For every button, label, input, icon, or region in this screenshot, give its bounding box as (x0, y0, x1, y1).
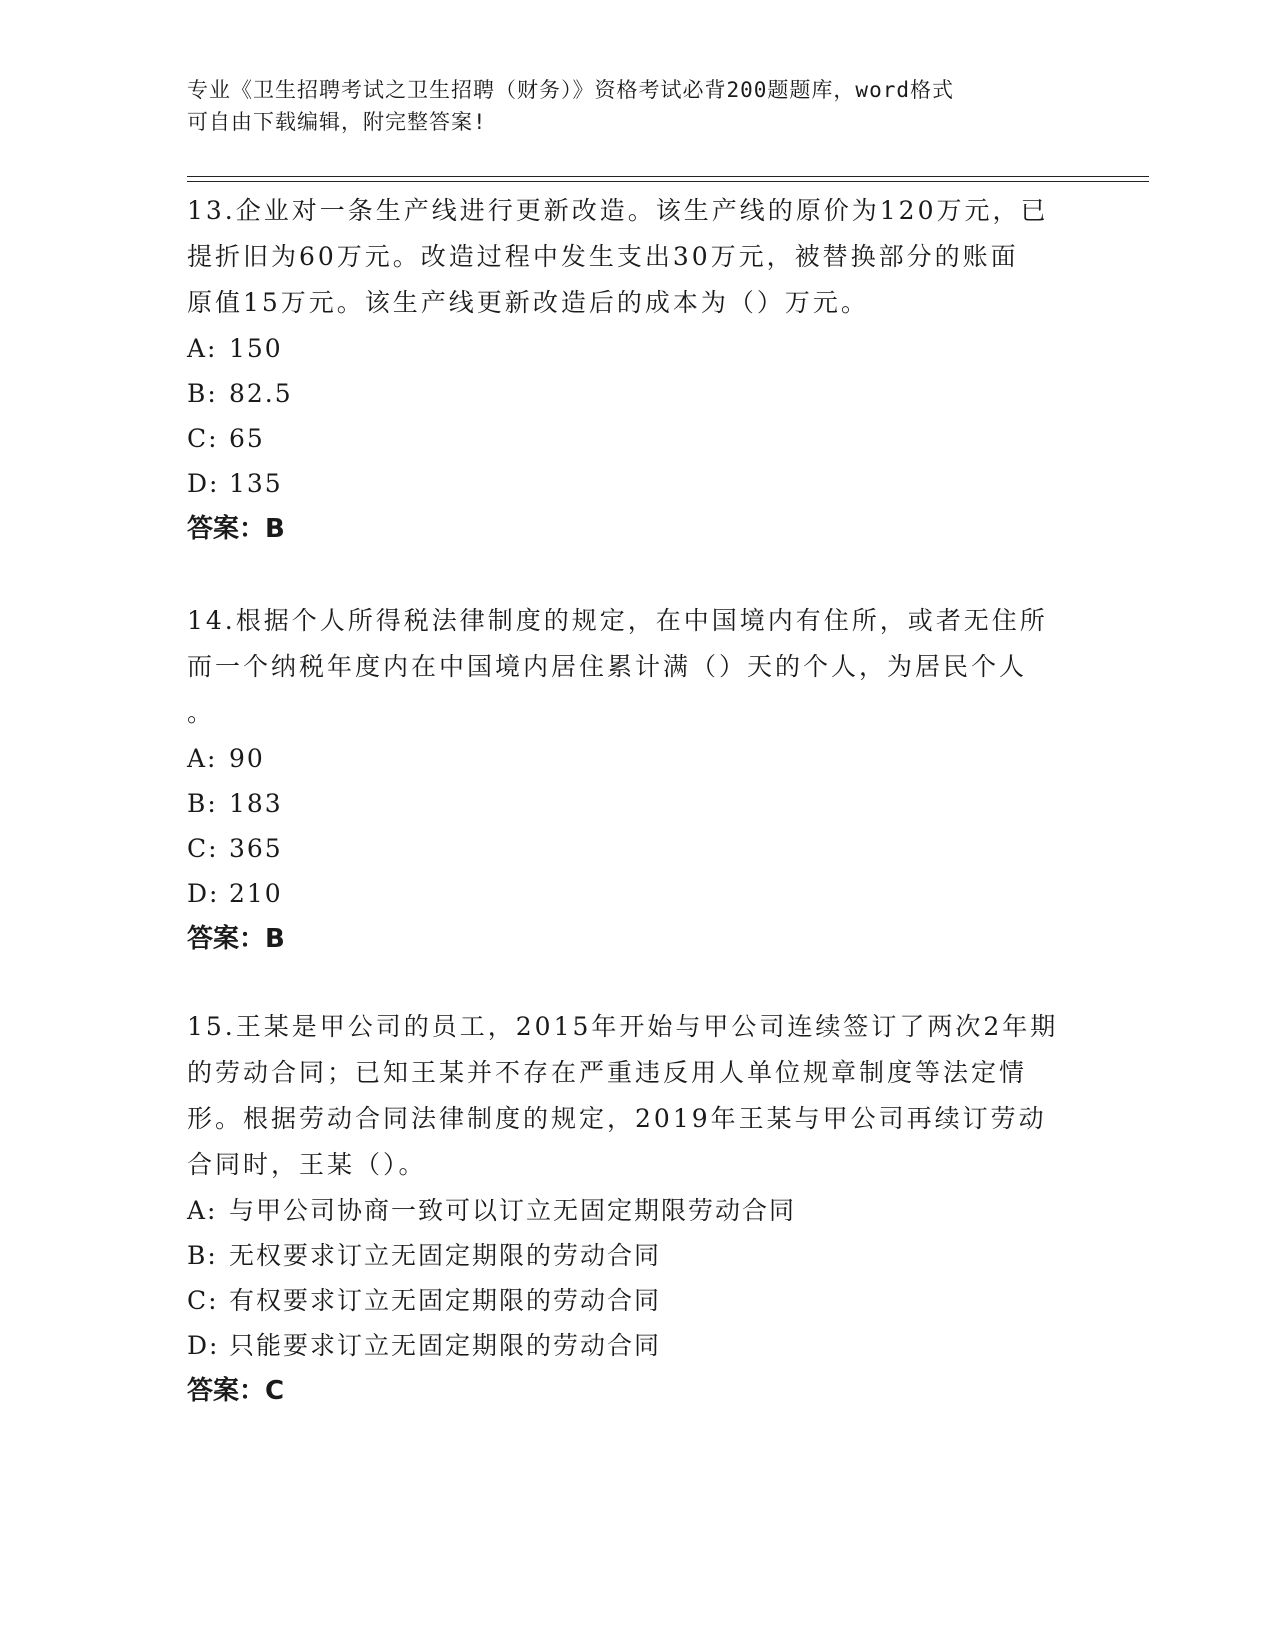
option-c (187, 1278, 1087, 1323)
option-label: D: (187, 879, 220, 908)
option-label: A: (187, 334, 218, 363)
stem-line: 13.企业对一条生产线进行更新改造。该生产线的原价为120万元，已 (187, 196, 1049, 225)
stem-line: 合同时，王某（）。 (187, 1150, 427, 1179)
option-label: C: (187, 834, 219, 863)
document-header (187, 74, 1067, 138)
stem-line: 提折旧为60万元。改造过程中发生支出30万元，被替换部分的账面 (187, 242, 1019, 271)
option-b (187, 781, 1087, 826)
option-label: D: (187, 1331, 220, 1360)
option-label: C: (187, 424, 219, 453)
question-stem (187, 188, 1087, 326)
stem-line: 。 (187, 698, 216, 727)
option-label: B: (187, 789, 218, 818)
header-divider-bottom (187, 181, 1149, 182)
header-divider-top (187, 176, 1149, 177)
option-label: B: (187, 379, 218, 408)
option-text: 82.5 (229, 379, 293, 408)
header-title-line-1: 专业《卫生招聘考试之卫生招聘（财务）》资格考试必背200题题库，word格式 (187, 78, 954, 102)
option-a (187, 326, 1087, 371)
option-text: 150 (229, 334, 283, 363)
header-title-line-2: 可自由下载编辑，附完整答案! (187, 110, 487, 134)
question-stem (187, 1004, 1087, 1188)
option-label: A: (187, 744, 218, 773)
option-text: 183 (229, 789, 283, 818)
option-text: 365 (229, 834, 283, 863)
stem-line: 而一个纳税年度内在中国境内居住累计满（）天的个人，为居民个人 (187, 652, 1028, 681)
option-a (187, 736, 1087, 781)
answer: 答案：B (187, 924, 285, 954)
option-b (187, 371, 1087, 416)
option-text: 有权要求订立无固定期限的劳动合同 (229, 1286, 662, 1315)
option-c (187, 826, 1087, 871)
answer: 答案：C (187, 1376, 285, 1406)
stem-line: 15.王某是甲公司的员工，2015年开始与甲公司连续签订了两次2年期 (187, 1012, 1059, 1041)
option-d (187, 461, 1087, 506)
option-d (187, 871, 1087, 916)
stem-line: 原值15万元。该生产线更新改造后的成本为（）万元。 (187, 288, 869, 317)
option-a (187, 1188, 1087, 1233)
stem-line: 14.根据个人所得税法律制度的规定，在中国境内有住所，或者无住所 (187, 606, 1048, 635)
option-label: B: (187, 1241, 218, 1270)
option-text: 与甲公司协商一致可以订立无固定期限劳动合同 (229, 1196, 797, 1225)
option-label: C: (187, 1286, 219, 1315)
option-text: 只能要求订立无固定期限的劳动合同 (229, 1331, 662, 1360)
stem-line: 形。根据劳动合同法律制度的规定，2019年王某与甲公司再续订劳动 (187, 1104, 1047, 1133)
option-text: 210 (229, 879, 283, 908)
question-14 (187, 598, 1087, 962)
option-text: 65 (229, 424, 265, 453)
option-d (187, 1323, 1087, 1368)
answer: 答案：B (187, 514, 285, 544)
option-c (187, 416, 1087, 461)
option-label: D: (187, 469, 220, 498)
option-b (187, 1233, 1087, 1278)
option-text: 135 (229, 469, 283, 498)
option-text: 90 (229, 744, 265, 773)
question-stem (187, 598, 1087, 736)
option-text: 无权要求订立无固定期限的劳动合同 (229, 1241, 662, 1270)
question-15 (187, 1004, 1087, 1414)
option-label: A: (187, 1196, 218, 1225)
question-13 (187, 188, 1087, 552)
stem-line: 的劳动合同；已知王某并不存在严重违反用人单位规章制度等法定情 (187, 1058, 1028, 1087)
